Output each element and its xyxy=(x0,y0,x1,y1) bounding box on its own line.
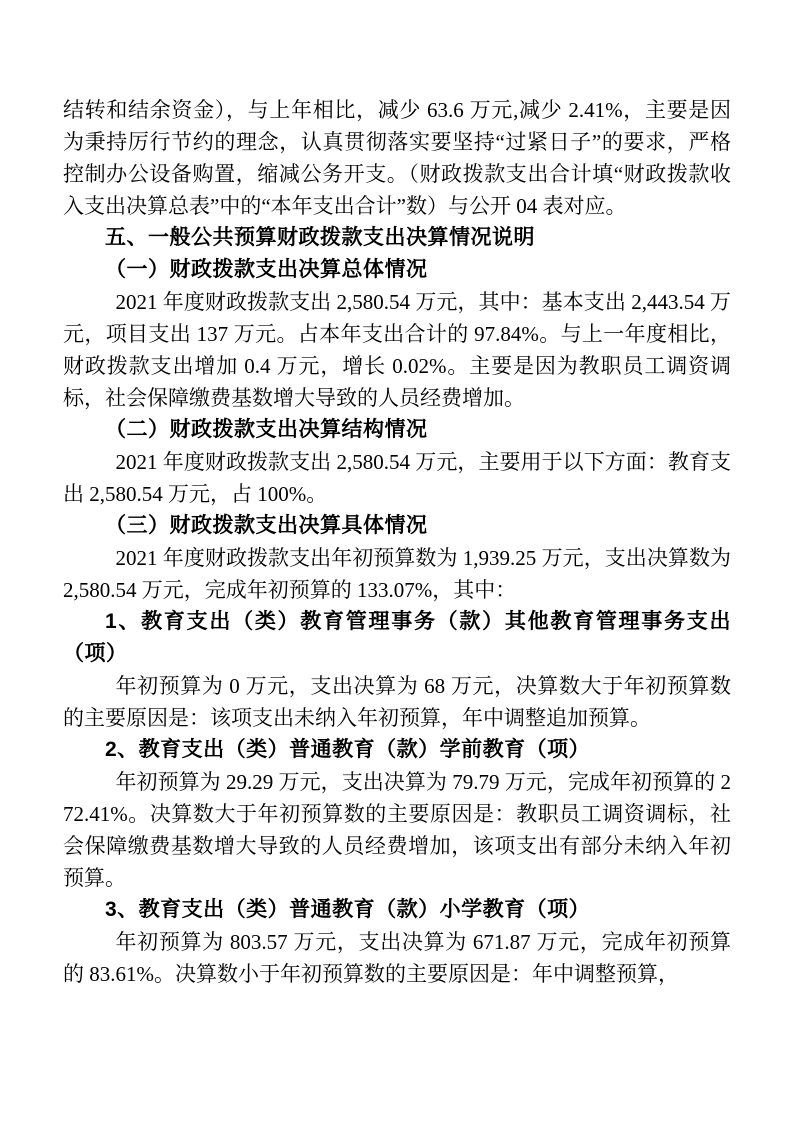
item-heading-2-preschool-education: 2、教育支出（类）普通教育（款）学前教育（项） xyxy=(105,738,591,761)
paragraph-expenditure-structure: 2021 年度财政拨款支出 2,580.54 万元，主要用于以下方面：教育支出 2,580.54 万元，占 100%。 xyxy=(63,450,731,506)
paragraph-carryover-funds: 结转和结余资金），与上年相比，减少 63.6 万元,减少 2.41%，主要是因为秉持厉行节约的理念，认真贯彻落实要坚持“过紧日子”的要求，严格控制办公设备购置，缩减公务开支。（财政拨款支出合计填“财政拨款收入支出决算总表”中的“本年支出合计”数）与公开 04 表对应。 xyxy=(63,98,731,218)
item-heading-1-other-education-admin: 1、教育支出（类）教育管理事务（款）其他教育管理事务支出（项） xyxy=(63,610,731,665)
item-heading-3-primary-education: 3、教育支出（类）普通教育（款）小学教育（项） xyxy=(105,898,591,921)
subsection-heading-2-structure-situation: （二）财政拨款支出决算结构情况 xyxy=(105,418,428,441)
paragraph-item-3-detail: 年初预算为 803.57 万元，支出决算为 671.87 万元，完成年初预算的 83.61%。决算数小于年初预算数的主要原因是：年中调整预算， xyxy=(63,930,731,986)
paragraph-item-1-detail: 年初预算为 0 万元，支出决算为 68 万元，决算数大于年初预算数的主要原因是：该项支出未纳入年初预算，年中调整追加预算。 xyxy=(63,674,731,730)
subsection-heading-3-specific-situation: （三）财政拨款支出决算具体情况 xyxy=(105,514,428,537)
paragraph-item-2-detail: 年初预算为 29.29 万元，支出决算为 79.79 万元，完成年初预算的 272.41%。决算数大于年初预算数的主要原因是：教职员工调资调标，社会保障缴费基数增大导致的人员经费增加，该项支出有部分未纳入年初预算。 xyxy=(63,770,731,890)
section-heading-5-fiscal-expenditure-notes: 五、一般公共预算财政拨款支出决算情况说明 xyxy=(105,226,535,249)
subsection-heading-1-overall-situation: （一）财政拨款支出决算总体情况 xyxy=(105,258,428,281)
paragraph-budget-vs-final: 2021 年度财政拨款支出年初预算数为 1,939.25 万元，支出决算数为 2,580.54 万元，完成年初预算的 133.07%，其中： xyxy=(63,546,731,602)
paragraph-overall-expenditure: 2021 年度财政拨款支出 2,580.54 万元，其中：基本支出 2,443.54 万元，项目支出 137 万元。占本年支出合计的 97.84%。与上一年度相比，财政拨款支出增加 0.4 万元，增长 0.02%。主要是因为教职员工调资调标，社会保障缴费基数增大导致的人员经费增加。 xyxy=(63,290,731,410)
